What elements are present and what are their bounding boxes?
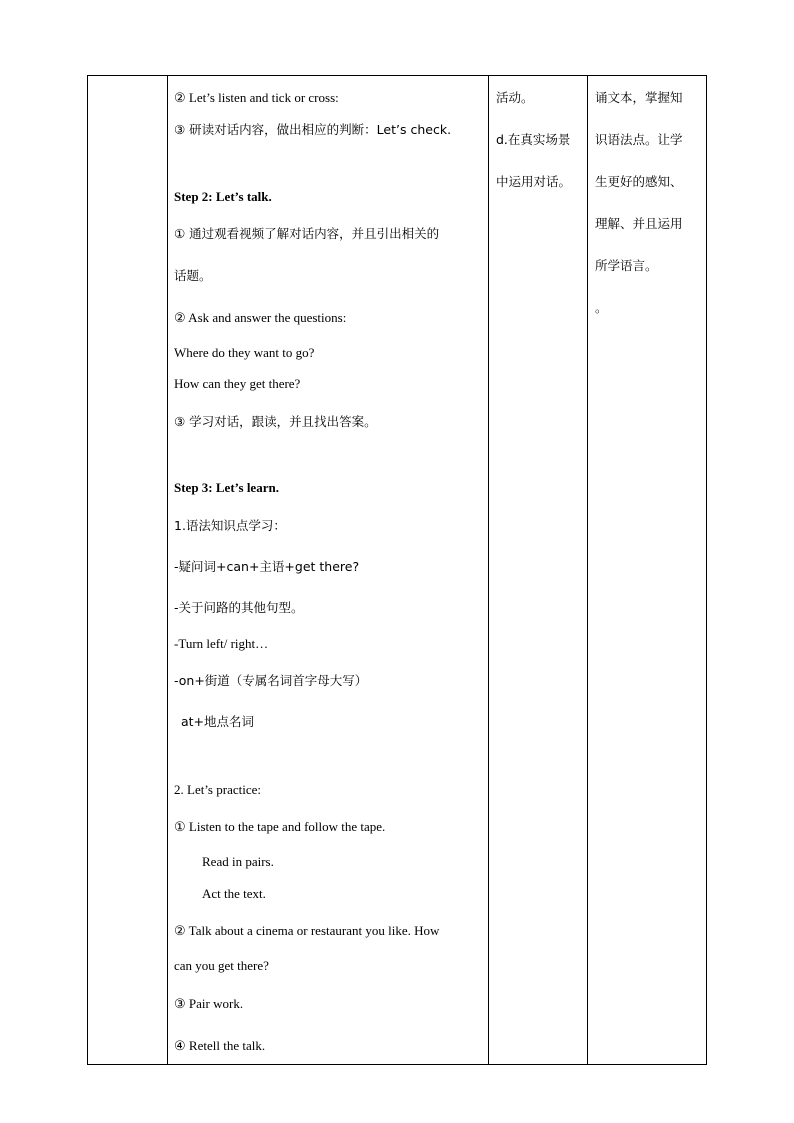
purpose-line: 理解、并且运用: [595, 216, 683, 231]
column-divider: [167, 76, 168, 1064]
activity-notes-cell: [496, 76, 584, 1064]
lesson-plan-table: [87, 75, 707, 1065]
purpose-line: 识语法点。让学: [595, 132, 683, 147]
question-line: Where do they want to go?: [174, 345, 315, 360]
grammar-line: at+地点名词: [181, 714, 255, 729]
purpose-line: 诵文本，掌握知: [595, 90, 683, 105]
activity-line: 中运用对话。: [496, 174, 572, 189]
grammar-line: -on+街道（专属名词首字母大写）: [174, 673, 368, 688]
purpose-line: 。: [595, 300, 608, 315]
step-line: ② Ask and answer the questions:: [174, 310, 347, 325]
purpose-notes-cell: [595, 76, 705, 1064]
practice-line: Act the text.: [202, 886, 266, 901]
grammar-line: 1.语法知识点学习：: [174, 518, 286, 533]
column-1-cell: [88, 76, 167, 1064]
step-line: ③ 研读对话内容，做出相应的判断：Let’s check.: [174, 122, 452, 137]
grammar-line: -Turn left/ right…: [174, 636, 269, 651]
activity-line: 活动。: [496, 90, 534, 105]
step-2-heading: Step 2: Let’s talk.: [174, 189, 272, 204]
practice-line: ③ Pair work.: [174, 996, 244, 1011]
grammar-line: -疑问词+can+主语+get there?: [174, 559, 360, 574]
column-divider: [587, 76, 588, 1064]
step-line: ③ 学习对话，跟读，并且找出答案。: [174, 414, 377, 429]
column-divider: [488, 76, 489, 1064]
practice-line: can you get there?: [174, 958, 269, 973]
step-line: ② Let’s listen and tick or cross:: [174, 90, 339, 105]
grammar-line: -关于问路的其他句型。: [174, 600, 304, 615]
activity-line: d.在真实场景: [496, 132, 571, 147]
step-line: ① 通过观看视频了解对话内容，并且引出相关的: [174, 226, 440, 241]
practice-line: ② Talk about a cinema or restaurant you like. How: [174, 923, 440, 938]
step-line: 话题。: [174, 268, 212, 283]
practice-line: Read in pairs.: [202, 854, 274, 869]
purpose-line: 生更好的感知、: [595, 174, 683, 189]
question-line: How can they get there?: [174, 376, 301, 391]
practice-line: ① Listen to the tape and follow the tape.: [174, 819, 386, 834]
practice-line: ④ Retell the talk.: [174, 1038, 266, 1053]
practice-heading: 2. Let’s practice:: [174, 782, 261, 797]
teaching-steps-cell: [174, 76, 484, 1064]
step-3-heading: Step 3: Let’s learn.: [174, 480, 279, 495]
purpose-line: 所学语言。: [595, 258, 658, 273]
